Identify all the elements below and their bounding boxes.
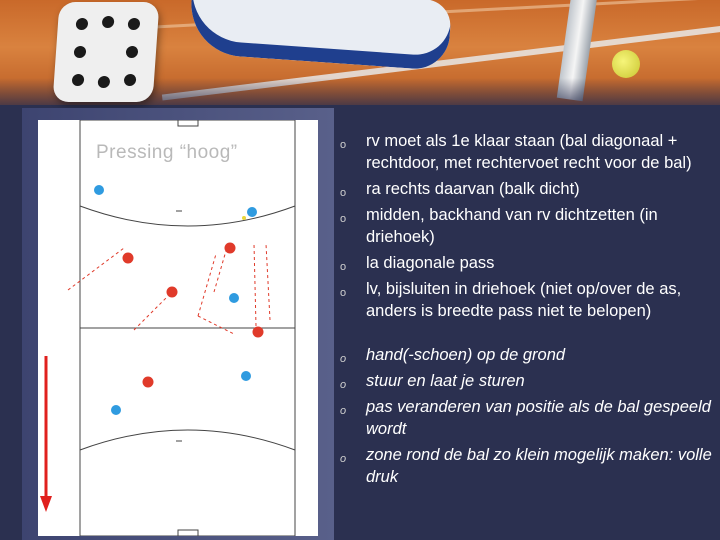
shooting-circle-top (80, 206, 295, 226)
bullet-text: pas veranderen van positie als de bal gespeeld wordt (366, 398, 711, 438)
move-line (198, 254, 216, 316)
defender-marker (253, 327, 264, 338)
bullet-text-column (336, 130, 716, 492)
bullet-text: la diagonale pass (366, 254, 495, 272)
attacker-marker (247, 207, 257, 217)
defender-marker (123, 253, 134, 264)
dice-pip (74, 46, 87, 58)
bullet-group-positioning (336, 130, 716, 322)
list-item (336, 178, 716, 200)
list-item (336, 130, 716, 174)
defender-marker (143, 377, 154, 388)
bullet-text: rv moet als 1e klaar staan (bal diagonaal + rechtdoor, met rechtervoet recht voor de bal) (366, 132, 692, 172)
bullet-mark: o (340, 261, 347, 273)
shoe-image (188, 0, 452, 71)
court-drawing (38, 120, 318, 536)
defender-marker (225, 243, 236, 254)
list-item (336, 252, 716, 274)
bullet-text: zone rond de bal zo klein mogelijk maken: volle druk (366, 446, 712, 486)
bullet-text: hand(-schoen) op de grond (366, 346, 566, 364)
bullet-mark: o (340, 405, 347, 417)
list-item (336, 344, 716, 366)
dice-pip (128, 18, 141, 30)
goal-top (178, 120, 198, 126)
bullet-text: lv, bijsluiten in driehoek (niet op/over de as, anders is breedte pass niet te belopen) (366, 280, 682, 320)
bullet-mark: o (340, 187, 347, 199)
bullet-mark: o (340, 353, 347, 365)
move-line (134, 296, 168, 330)
dice-pip (76, 18, 89, 30)
bullet-text: midden, backhand van rv dichtzetten (in driehoek) (366, 206, 658, 246)
shooting-circle-bottom (80, 430, 295, 450)
list-item (336, 396, 716, 440)
move-line (266, 244, 270, 320)
list-item (336, 204, 716, 248)
bullet-text: stuur en laat je sturen (366, 372, 525, 390)
goal-bottom (178, 530, 198, 536)
bullet-mark: o (340, 453, 347, 465)
move-line (254, 244, 256, 326)
bullet-mark: o (340, 213, 347, 225)
diagram-title: Pressing “hoog” (96, 142, 238, 163)
move-line (198, 316, 234, 334)
tactics-diagram (38, 120, 318, 536)
defender-marker (167, 287, 178, 298)
ball-marker (242, 216, 246, 220)
attacker-marker (111, 405, 121, 415)
arrow-head (40, 496, 52, 512)
bullet-mark: o (340, 287, 347, 299)
dice-pip (124, 74, 137, 86)
bullet-group-tips (336, 344, 716, 488)
dice-pip (102, 16, 115, 28)
dice-icon (53, 2, 160, 102)
hockey-ball-image (612, 50, 640, 78)
attacker-marker (241, 371, 251, 381)
dice-pip (72, 74, 85, 86)
bullet-mark: o (340, 379, 347, 391)
attacker-marker (94, 185, 104, 195)
attacker-marker (229, 293, 239, 303)
dice-pip (97, 76, 110, 88)
list-item (336, 370, 716, 392)
dice-pip (126, 46, 139, 58)
list-item (336, 444, 716, 488)
move-line (68, 248, 124, 290)
list-item (336, 278, 716, 322)
bullet-text: ra rechts daarvan (balk dicht) (366, 180, 580, 198)
bullet-mark: o (340, 139, 347, 151)
